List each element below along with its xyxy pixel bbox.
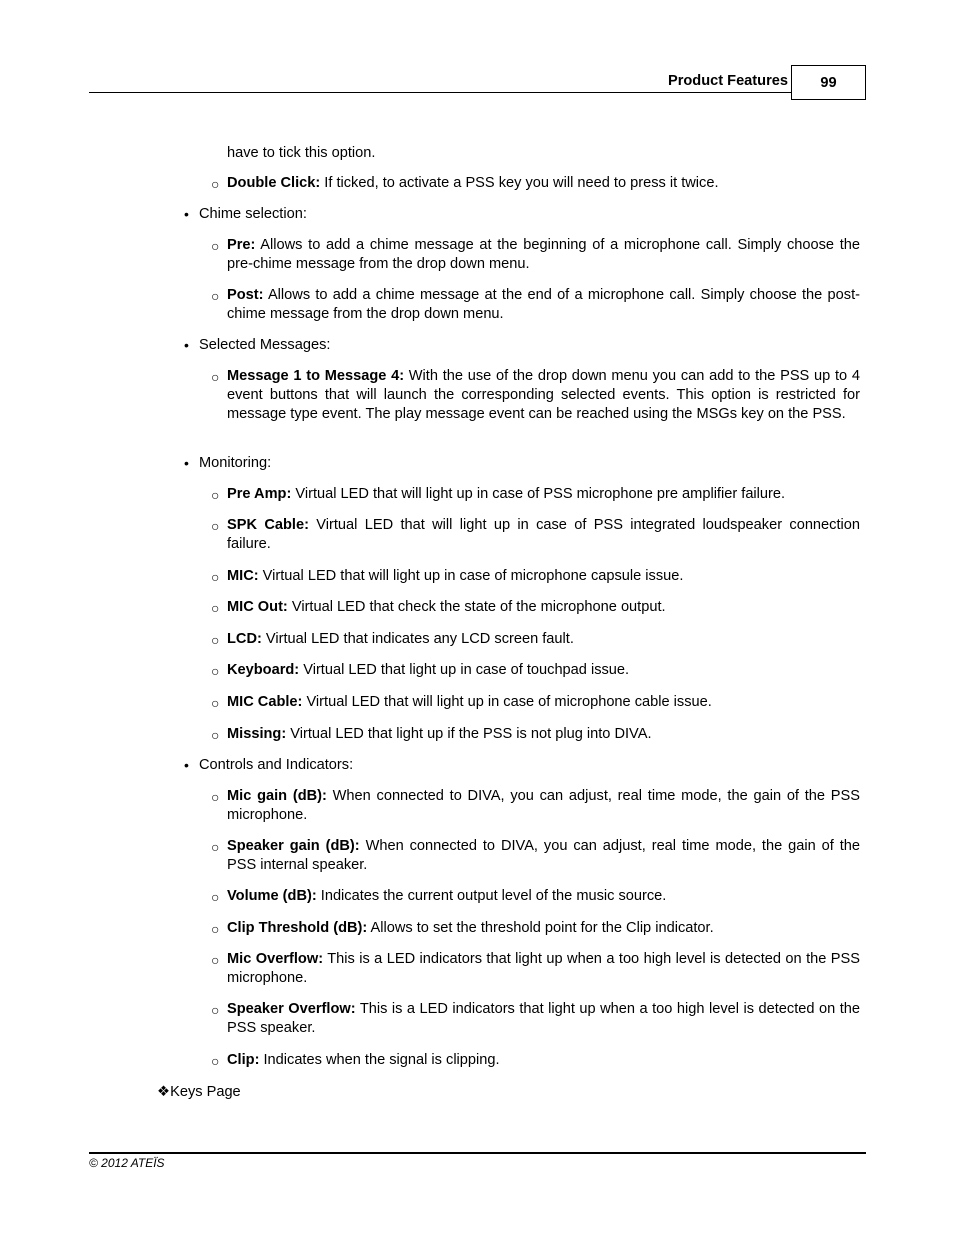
controls-item: Mic gain (dB): When connected to DIVA, you can adjust, real time mode, the gain of the PSS microphone.	[227, 788, 860, 824]
sub-bullet-icon: ○	[211, 952, 220, 968]
sub-bullet-icon: ○	[211, 921, 220, 937]
bullet-icon: •	[184, 337, 189, 353]
diamond-bullet-icon: ❖	[157, 1084, 171, 1100]
chime-post-item: Post: Allows to add a chime message at the end of a microphone call. Simply choose the post-chime message from the drop down menu.	[227, 287, 860, 323]
sub-bullet-icon: ○	[211, 839, 220, 855]
message-item: Message 1 to Message 4: With the use of the drop down menu you can add to the PSS up to 4 event buttons that will launch the corresponding selected events. This option is restricted for message type event. The play message event can be reached using the MSGs key on the PSS.	[227, 368, 860, 423]
bullet-icon: •	[184, 757, 189, 773]
sub-bullet-icon: ○	[211, 176, 220, 192]
sub-bullet-icon: ○	[211, 663, 220, 679]
sub-bullet-icon: ○	[211, 889, 220, 905]
sub-bullet-icon: ○	[211, 695, 220, 711]
keys-page-heading: ❖Keys Page	[157, 1084, 241, 1100]
sub-bullet-icon: ○	[211, 369, 220, 385]
intro-line: have to tick this option.	[227, 145, 376, 161]
sub-bullet-icon: ○	[211, 288, 220, 304]
sub-bullet-icon: ○	[211, 789, 220, 805]
sub-bullet-icon: ○	[211, 1053, 220, 1069]
sub-bullet-icon: ○	[211, 487, 220, 503]
copyright: © 2012 ATEÏS	[89, 1156, 165, 1170]
sub-bullet-icon: ○	[211, 632, 220, 648]
controls-item: Clip: Indicates when the signal is clipping.	[227, 1052, 500, 1068]
sub-bullet-icon: ○	[211, 238, 220, 254]
bullet-icon: •	[184, 206, 189, 222]
chime-pre-item: Pre: Allows to add a chime message at the beginning of a microphone call. Simply choose the pre-chime message from the drop down menu.	[227, 237, 860, 273]
double-click-item: Double Click: If ticked, to activate a PSS key you will need to press it twice.	[227, 175, 719, 191]
monitoring-item: MIC Out: Virtual LED that check the state of the microphone output.	[227, 599, 666, 615]
monitoring-item: Missing: Virtual LED that light up if the PSS is not plug into DIVA.	[227, 726, 652, 742]
sub-bullet-icon: ○	[211, 518, 220, 534]
monitoring-item: Pre Amp: Virtual LED that will light up in case of PSS microphone pre amplifier failure.	[227, 486, 786, 502]
header-rule	[89, 92, 791, 93]
sub-bullet-icon: ○	[211, 727, 220, 743]
controls-item: Mic Overflow: This is a LED indicators that light up when a too high level is detected on the PSS microphone.	[227, 951, 860, 987]
monitoring-item: SPK Cable: Virtual LED that will light up in case of PSS integrated loudspeaker connection failure.	[227, 517, 860, 553]
chime-heading: Chime selection:	[199, 206, 307, 222]
sub-bullet-icon: ○	[211, 600, 220, 616]
bullet-icon: •	[184, 455, 189, 471]
footer-rule	[89, 1152, 866, 1154]
monitoring-item: MIC: Virtual LED that will light up in case of microphone capsule issue.	[227, 568, 684, 584]
monitoring-heading: Monitoring:	[199, 455, 272, 471]
sub-bullet-icon: ○	[211, 569, 220, 585]
monitoring-item: MIC Cable: Virtual LED that will light up in case of microphone cable issue.	[227, 694, 712, 710]
controls-item: Speaker gain (dB): When connected to DIVA, you can adjust, real time mode, the gain of the PSS internal speaker.	[227, 838, 860, 874]
section-title: Product Features	[667, 73, 788, 89]
controls-heading: Controls and Indicators:	[199, 757, 354, 773]
monitoring-item: LCD: Virtual LED that indicates any LCD screen fault.	[227, 631, 574, 647]
monitoring-item: Keyboard: Virtual LED that light up in case of touchpad issue.	[227, 662, 630, 678]
selected-heading: Selected Messages:	[199, 337, 331, 353]
controls-item: Speaker Overflow: This is a LED indicators that light up when a too high level is detected on the PSS speaker.	[227, 1001, 861, 1037]
controls-item: Volume (dB): Indicates the current output level of the music source.	[227, 888, 667, 904]
page-number: 99	[791, 65, 866, 100]
sub-bullet-icon: ○	[211, 1002, 220, 1018]
controls-item: Clip Threshold (dB): Allows to set the threshold point for the Clip indicator.	[227, 920, 714, 936]
